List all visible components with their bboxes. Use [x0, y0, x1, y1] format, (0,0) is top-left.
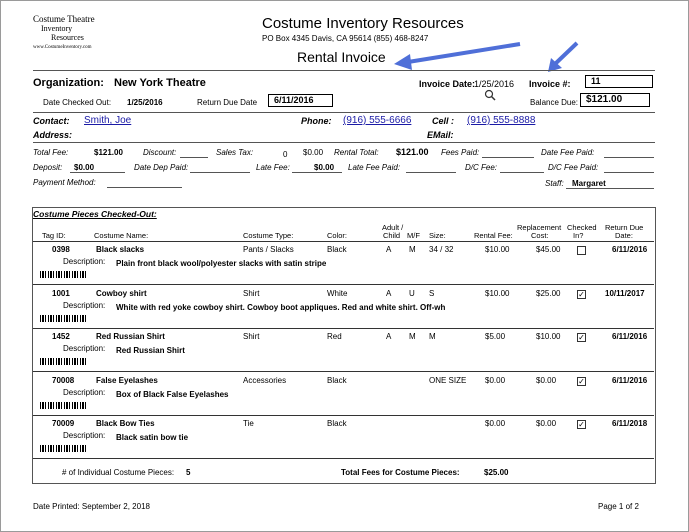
barcode-icon: [40, 271, 88, 278]
cell-adult: A: [386, 245, 392, 254]
description-value: Plain front black wool/polyester slacks with satin stripe: [116, 259, 327, 268]
col-adult-1: Adult /: [382, 223, 404, 232]
sales-tax-label: Sales Tax:: [216, 148, 254, 157]
cell-rental: $10.00: [485, 288, 510, 298]
cell-tag: 0398: [52, 245, 70, 254]
cell-repl: $10.00: [536, 332, 561, 341]
cell-type: Tie: [243, 419, 254, 428]
dc-fee-paid-field[interactable]: [604, 172, 654, 173]
cell-tag: 70009: [52, 419, 75, 428]
checked-in-checkbox[interactable]: ✓: [578, 376, 585, 386]
cell-tag: 70008: [52, 375, 75, 385]
invoice-number-field[interactable]: 11: [585, 75, 653, 88]
logo-line-3: Resources: [51, 33, 84, 42]
cell-type: Pants / Slacks: [243, 245, 294, 254]
checked-in-checkbox[interactable]: [577, 246, 586, 255]
balance-due-label: Balance Due:: [530, 98, 579, 107]
cell-size: ONE SIZE: [429, 375, 467, 385]
row-divider: [33, 458, 654, 459]
col-name: Costume Name:: [94, 231, 149, 240]
payment-method-field[interactable]: [107, 187, 182, 188]
dc-fee-label: D/C Fee:: [465, 163, 498, 172]
checked-in-checkbox[interactable]: ✓: [578, 289, 585, 299]
cell-color: Black: [327, 419, 347, 428]
cell-name: Red Russian Shirt: [96, 332, 165, 341]
deposit-label: Deposit:: [33, 163, 63, 172]
logo-line-2: Inventory: [41, 24, 73, 33]
date-printed: Date Printed: September 2, 2018: [33, 502, 150, 511]
org-value: New York Theatre: [114, 77, 206, 89]
company-name: Costume Inventory Resources: [262, 15, 464, 32]
cell-color: Black: [327, 375, 347, 385]
cell-size: 34 / 32: [429, 245, 454, 254]
email-label: EMail:: [427, 130, 454, 140]
fees-paid-field[interactable]: [482, 157, 534, 158]
fees-divider: [33, 142, 655, 143]
description-label: Description:: [63, 387, 106, 397]
invoice-date-value: 1/25/2016: [474, 79, 515, 89]
cell-ret: 6/11/2016: [612, 375, 648, 385]
row-divider: [33, 415, 654, 416]
cell-tag: 1452: [52, 332, 70, 341]
description-label: Description:: [63, 257, 106, 266]
company-logo: [33, 15, 105, 55]
fees-paid-label: Fees Paid:: [441, 148, 480, 157]
late-fee-paid-label: Late Fee Paid:: [348, 163, 401, 172]
description-value: White with red yoke cowboy shirt. Cowboy boot appliques. Red and white shirt. Off-wh: [116, 302, 446, 312]
cell-type: Shirt: [243, 332, 260, 341]
staff-underline: [566, 188, 654, 189]
col-rental: Rental Fee:: [474, 231, 513, 240]
date-dep-paid-field[interactable]: [190, 172, 250, 173]
cell-rental: $10.00: [485, 245, 510, 254]
description-value: Box of Black False Eyelashes: [116, 389, 229, 399]
rental-total-label: Rental Total:: [334, 148, 379, 157]
invoice-title: Rental Invoice: [297, 49, 386, 65]
cell-type: Shirt: [243, 288, 260, 298]
contact-name-link[interactable]: Smith, Joe: [84, 115, 132, 126]
cell-mf: M: [409, 245, 416, 254]
cell-color: White: [327, 288, 348, 298]
late-fee-label: Late Fee:: [256, 163, 290, 172]
description-label: Description:: [63, 300, 106, 310]
description-label: Description:: [63, 344, 106, 353]
cell-tag: 1001: [52, 288, 70, 298]
dc-fee-field[interactable]: [500, 172, 544, 173]
barcode-icon: [40, 315, 88, 322]
phone-link[interactable]: (916) 555-6666: [343, 115, 412, 126]
invoice-date-label: Invoice Date:: [419, 79, 476, 89]
cell-rental: $5.00: [485, 332, 506, 341]
cell-ret: 6/11/2016: [612, 332, 648, 341]
cell-type: Accessories: [243, 375, 287, 385]
checked-in-checkbox[interactable]: ✓: [578, 420, 585, 429]
cell-size: M: [429, 332, 436, 341]
late-fee-value: $0.00: [314, 163, 335, 172]
cell-repl: $0.00: [536, 375, 557, 385]
col-checked-2: In?: [573, 231, 584, 240]
barcode-icon: [40, 445, 88, 452]
col-mf: M/F: [407, 231, 420, 240]
col-tag: Tag ID:: [42, 231, 66, 240]
description-value: Red Russian Shirt: [116, 346, 185, 355]
col-type: Costume Type:: [243, 231, 294, 240]
checked-in-checkbox[interactable]: ✓: [578, 333, 585, 342]
balance-due-field[interactable]: $121.00: [580, 93, 650, 107]
magnifier-icon[interactable]: [484, 89, 496, 101]
return-due-label: Return Due Date: [197, 98, 258, 107]
col-adult-2: Child: [383, 231, 401, 240]
address-label: Address:: [33, 130, 73, 140]
late-fee-paid-field[interactable]: [406, 172, 456, 173]
header-divider: [33, 70, 655, 71]
col-size: Size:: [429, 231, 446, 240]
row-divider: [33, 371, 654, 372]
cell-rental: $0.00: [485, 419, 506, 428]
cell-name: Cowboy shirt: [96, 288, 147, 298]
invoice-number-label: Invoice #:: [529, 79, 571, 89]
cell-color: Black: [327, 245, 347, 254]
cell-label: Cell :: [432, 116, 455, 126]
description-label: Description:: [63, 431, 106, 440]
row-divider: [33, 328, 654, 329]
logo-url: www.CostumeInventory.com: [33, 45, 92, 50]
piece-count-label: # of Individual Costume Pieces:: [62, 468, 175, 477]
barcode-icon: [40, 402, 88, 409]
cell-size: S: [429, 288, 435, 298]
row-divider: [33, 284, 654, 285]
discount-field[interactable]: [180, 157, 208, 158]
header-row-divider: [33, 241, 654, 242]
col-repl-2: Cost:: [531, 231, 549, 240]
cell-adult: A: [386, 332, 392, 341]
phone-label: Phone:: [301, 116, 332, 126]
total-fee-value: $121.00: [94, 148, 123, 157]
arrow-down-icon: [545, 40, 581, 74]
contact-label: Contact:: [33, 116, 70, 126]
cell-adult: A: [386, 288, 392, 298]
cell-name: Black Bow Ties: [96, 419, 155, 428]
discount-label: Discount:: [143, 148, 177, 157]
cell-mf: M: [409, 332, 416, 341]
date-fee-paid-field[interactable]: [604, 157, 654, 158]
checked-out-value: 1/25/2016: [127, 98, 163, 107]
barcode-icon: [40, 358, 88, 365]
cell-color: Red: [327, 332, 342, 341]
sales-tax-rate: 0: [283, 150, 288, 159]
page-number: Page 1 of 2: [598, 502, 639, 511]
company-address: PO Box 4345 Davis, CA 95614 (855) 468-8247: [262, 34, 429, 43]
cell-repl: $25.00: [536, 288, 561, 298]
payment-method-label: Payment Method:: [33, 178, 96, 187]
org-label: Organization:: [33, 77, 104, 89]
total-fees-label: Total Fees for Costume Pieces:: [341, 468, 460, 477]
total-fees-value: $25.00: [484, 468, 509, 477]
arrow-left-icon: [392, 38, 524, 70]
description-value: Black satin bow tie: [116, 433, 189, 442]
cell-link[interactable]: (916) 555-8888: [467, 115, 536, 126]
col-return-2: Date:: [615, 231, 633, 240]
contact-divider: [33, 112, 655, 113]
cell-rental: $0.00: [485, 375, 506, 385]
cell-mf: U: [409, 288, 415, 298]
date-dep-paid-label: Date Dep Paid:: [134, 163, 189, 172]
dc-fee-paid-label: D/C Fee Paid:: [548, 163, 599, 172]
sales-tax-amount: $0.00: [303, 148, 324, 157]
return-due-field[interactable]: 6/11/2016: [268, 94, 333, 107]
deposit-underline: [70, 172, 125, 173]
deposit-value: $0.00: [74, 163, 95, 172]
cell-ret: 10/11/2017: [605, 288, 645, 298]
col-color: Color:: [327, 231, 348, 240]
cell-name: False Eyelashes: [96, 375, 158, 385]
late-fee-underline: [292, 172, 342, 173]
cell-name: Black slacks: [96, 245, 145, 254]
total-fee-label: Total Fee:: [33, 148, 69, 157]
date-fee-paid-label: Date Fee Paid:: [541, 148, 595, 157]
table-heading: Costume Pieces Checked-Out:: [33, 209, 157, 219]
cell-ret: 6/11/2018: [612, 419, 648, 428]
staff-value: Margaret: [572, 179, 606, 188]
cell-repl: $45.00: [536, 245, 561, 254]
cell-ret: 6/11/2016: [612, 245, 648, 254]
checked-out-label: Date Checked Out:: [43, 98, 112, 107]
staff-label: Staff:: [545, 179, 564, 188]
logo-line-1: Costume Theatre: [33, 14, 95, 24]
col-checked-1: Checked: [567, 223, 597, 232]
cell-repl: $0.00: [536, 419, 557, 428]
col-repl-1: Replacement: [517, 223, 562, 232]
piece-count-value: 5: [186, 468, 191, 477]
col-return-1: Return Due: [605, 223, 644, 232]
rental-total-value: $121.00: [396, 147, 429, 157]
